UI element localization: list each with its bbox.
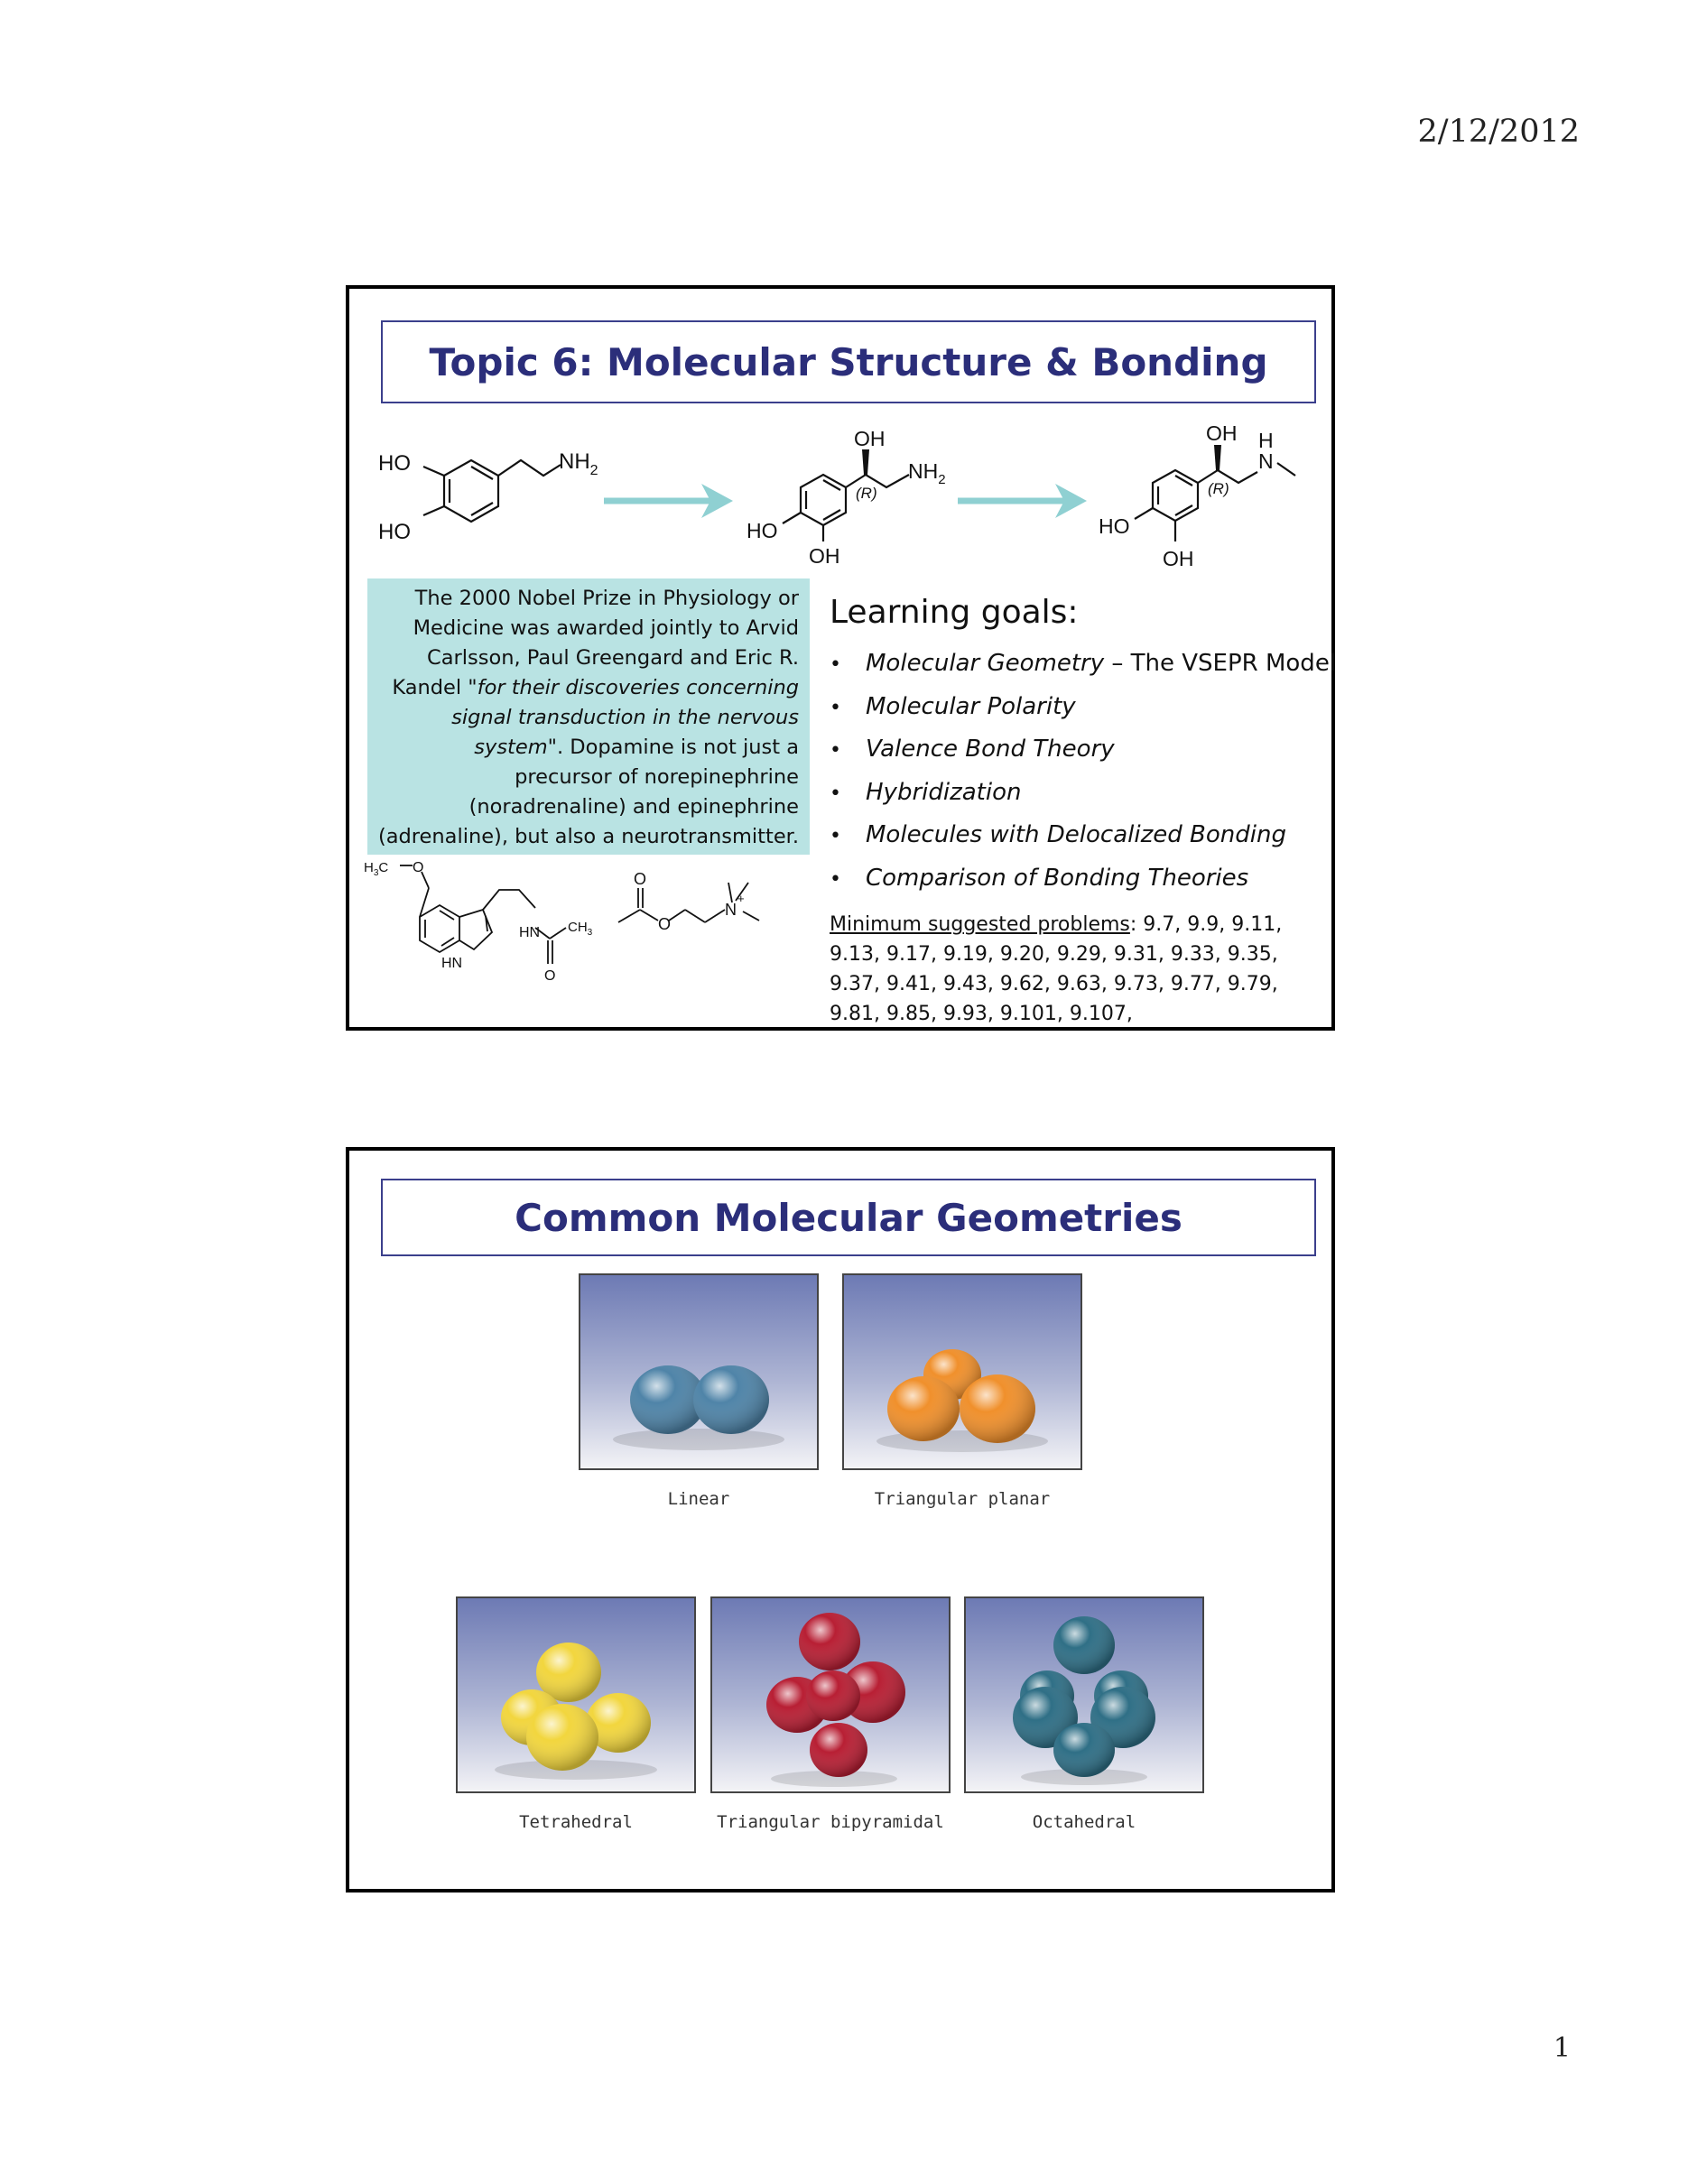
melatonin-o-top: O	[413, 860, 424, 875]
geometry-photo	[842, 1273, 1082, 1470]
learning-goal-item	[830, 821, 1336, 865]
geometry-linear	[579, 1273, 819, 1509]
melatonin-structure	[358, 856, 629, 1027]
problems-label: Minimum suggested problems	[830, 913, 1130, 936]
page-date: 2/12/2012	[1417, 114, 1580, 150]
norepinephrine-oh-bottom: OH	[809, 544, 840, 568]
learning-goal-item	[830, 693, 1336, 736]
nobel-prize-note	[367, 578, 810, 855]
svg-text:NH2	[908, 459, 946, 487]
geometry-photo	[964, 1596, 1204, 1793]
goal-2: Molecular Polarity	[866, 692, 1076, 720]
goal-1-rest: – The VSEPR Model	[1104, 650, 1337, 677]
nobel-quote: "for their discoveries concerning signal transduction in the nervous system"	[451, 676, 799, 759]
problems-colon: :	[1129, 913, 1137, 936]
dopamine-ho-top: HO	[378, 451, 411, 476]
acetylcholine-o-ester: O	[658, 915, 672, 933]
learning-goal-item	[830, 650, 1336, 693]
learning-goals-list	[830, 650, 1336, 907]
bullet: •	[830, 825, 841, 847]
geometry-photo	[579, 1273, 819, 1470]
learning-goal-item	[830, 779, 1336, 822]
slide-title-box	[381, 1179, 1316, 1256]
acetylcholine-o-top: O	[634, 870, 647, 888]
epinephrine-n: N	[1258, 449, 1274, 473]
goal-1-italic: Molecular Geometry	[866, 650, 1105, 677]
geometry-triangular-bipyramidal	[710, 1596, 951, 1832]
learning-goal-item	[830, 865, 1336, 908]
epinephrine-ho-left: HO	[1099, 514, 1130, 538]
geometry-octahedral	[964, 1596, 1204, 1832]
norepinephrine-oh-top: OH	[854, 427, 886, 450]
melatonin-ch3: CH	[568, 920, 588, 935]
melatonin-o-bottom: O	[544, 968, 556, 984]
geometry-photo	[710, 1596, 951, 1793]
acetylcholine-plus: +	[737, 892, 745, 905]
geometry-triangular-planar	[842, 1273, 1082, 1509]
norepinephrine-nh2: NH	[908, 459, 939, 483]
bullet: •	[830, 739, 841, 762]
epinephrine-r-label: (R)	[1208, 480, 1229, 497]
melatonin-hn-ring: HN	[441, 956, 463, 971]
geometry-caption: Linear	[667, 1489, 730, 1509]
geometry-caption: Triangular planar	[874, 1489, 1051, 1509]
goal-5: Molecules with Delocalized Bonding	[866, 821, 1286, 848]
nobel-text-part1: The 2000 Nobel Prize in Physiology or Medicine was awarded jointly to Arvid Carlsson, Paul Greengard and Eric R. Kandel	[392, 587, 799, 699]
geometry-photo	[456, 1596, 696, 1793]
page-number: 1	[1553, 2032, 1571, 2064]
learning-goals-heading: Learning goals:	[830, 594, 1079, 631]
reaction-arrow-2	[956, 478, 1091, 523]
goal-3: Valence Bond Theory	[866, 736, 1115, 763]
melatonin-ch3-sub: 3	[587, 928, 593, 938]
acetylcholine-n: N	[725, 901, 737, 919]
melatonin-h3c-sub: 3	[373, 868, 379, 878]
goal-4: Hybridization	[866, 778, 1022, 806]
learning-goal-item	[830, 736, 1336, 779]
acetylcholine-structure	[611, 866, 810, 966]
suggested-problems	[830, 910, 1322, 1029]
slide-common-geometries	[346, 1147, 1335, 1892]
geometry-caption: Tetrahedral	[519, 1812, 633, 1832]
bullet: •	[830, 782, 841, 805]
svg-text:H3C	[364, 860, 388, 878]
geometry-tetrahedral	[456, 1596, 696, 1832]
reaction-arrow-1	[602, 478, 737, 523]
slide-topic-6	[346, 285, 1335, 1031]
slide-title: Common Molecular Geometries	[515, 1195, 1183, 1240]
dopamine-nh2-subscript: 2	[589, 463, 598, 478]
geometry-caption: Triangular bipyramidal	[717, 1812, 944, 1832]
melatonin-h3c-h: H	[364, 860, 374, 875]
svg-text:CH3	[568, 920, 593, 938]
bullet: •	[830, 696, 841, 719]
epinephrine-oh-bottom: OH	[1163, 547, 1194, 570]
epinephrine-oh-top: OH	[1206, 421, 1238, 445]
slide-title: Topic 6: Molecular Structure & Bonding	[429, 339, 1268, 384]
norepinephrine-structure	[728, 415, 954, 573]
bullet: •	[830, 653, 841, 676]
goal-6: Comparison of Bonding Theories	[866, 864, 1249, 892]
epinephrine-h: H	[1258, 429, 1274, 452]
slide-title-box	[381, 320, 1316, 403]
dopamine-ho-bottom: HO	[378, 520, 411, 544]
norepinephrine-ho-left: HO	[747, 519, 778, 542]
melatonin-hn-side: HN	[519, 925, 541, 940]
problems-list: 9.7, 9.9, 9.11, 9.13, 9.17, 9.19, 9.20, 9.29, 9.31, 9.33, 9.35, 9.37, 9.41, 9.43, 9.62, 9.63, 9.73, 9.77, 9.79, 9.81, 9.85, 9.93, 9.101, 9.107,	[830, 913, 1283, 1025]
geometry-caption: Octahedral	[1032, 1812, 1136, 1832]
epinephrine-structure	[1081, 411, 1329, 578]
norepinephrine-r-label: (R)	[856, 485, 877, 502]
svg-text:NH2	[559, 449, 598, 478]
bullet: •	[830, 867, 841, 891]
nobel-text-part2: . Dopamine is not just a precursor of norepinephrine (noradrenaline) and epinephrine (adrenaline), but also a neurotransmitter.	[377, 736, 799, 848]
melatonin-h3c-c: C	[378, 860, 389, 875]
dopamine-structure	[367, 429, 598, 573]
dopamine-nh2: NH	[559, 449, 590, 474]
norepinephrine-nh2-subscript: 2	[938, 472, 946, 487]
